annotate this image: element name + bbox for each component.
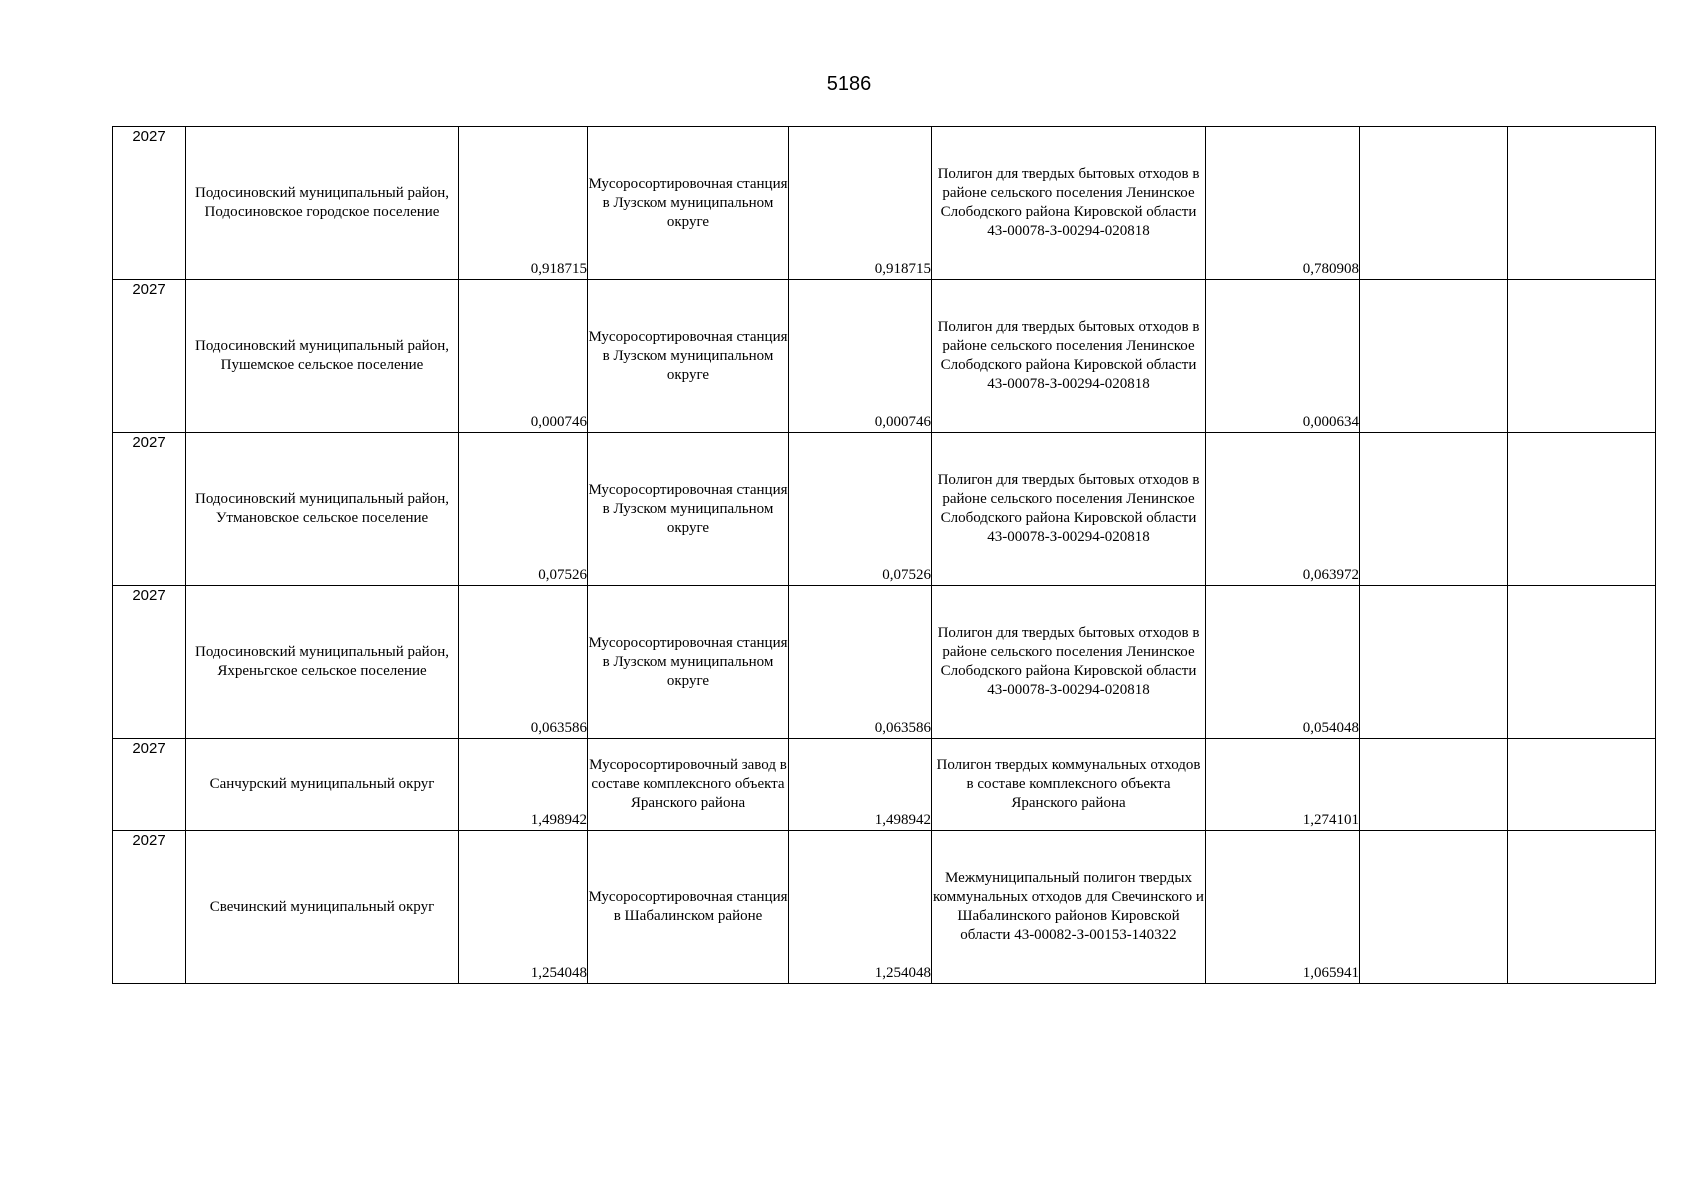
source-text: Свечинский муниципальный округ xyxy=(209,898,435,915)
mass-source-cell: 0,000746 xyxy=(459,280,588,433)
mass-disposal-cell: 0,000634 xyxy=(1206,280,1360,433)
empty-cell xyxy=(1360,739,1508,831)
table-row xyxy=(113,586,1656,739)
table-row xyxy=(113,831,1656,984)
table-row xyxy=(113,280,1656,433)
empty-cell xyxy=(1360,831,1508,984)
disposal-text: Полигон для твердых бытовых отходов в районе сельского поселения Ленинское Слободского района Кировской области 43-00078-З-00294-020818 xyxy=(937,625,1200,698)
waste-flow-table xyxy=(112,126,1656,984)
empty-cell xyxy=(1508,280,1656,433)
mass-source-cell: 0,063586 xyxy=(459,586,588,739)
source-cell xyxy=(186,739,459,831)
empty-cell xyxy=(1508,831,1656,984)
mass-processing-cell: 0,063586 xyxy=(789,586,932,739)
disposal-text: Межмуниципальный полигон твердых коммунальных отходов для Свечинского и Шабалинского районов Кировской области 43-00082-З-00153-140322 xyxy=(933,870,1204,943)
empty-cell xyxy=(1360,433,1508,586)
source-text: Подосиновский муниципальный район, Утмановское сельское поселение xyxy=(195,491,449,526)
year-cell: 2027 xyxy=(113,433,186,586)
table-row xyxy=(113,433,1656,586)
processing-cell xyxy=(588,586,789,739)
source-cell xyxy=(186,586,459,739)
processing-cell xyxy=(588,739,789,831)
source-cell xyxy=(186,280,459,433)
source-cell xyxy=(186,831,459,984)
mass-source-cell: 1,498942 xyxy=(459,739,588,831)
mass-processing-cell: 1,498942 xyxy=(789,739,932,831)
processing-text: Мусоросортировочная станция в Лузском муниципальном округе xyxy=(588,634,788,689)
disposal-cell xyxy=(932,739,1206,831)
year-cell: 2027 xyxy=(113,586,186,739)
processing-cell xyxy=(588,433,789,586)
table-row xyxy=(113,127,1656,280)
year-cell: 2027 xyxy=(113,831,186,984)
source-text: Подосиновский муниципальный район, Яхреньгское сельское поселение xyxy=(195,644,449,679)
empty-cell xyxy=(1508,433,1656,586)
disposal-cell xyxy=(932,433,1206,586)
year-cell: 2027 xyxy=(113,739,186,831)
mass-source-cell: 0,07526 xyxy=(459,433,588,586)
empty-cell xyxy=(1508,739,1656,831)
processing-text: Мусоросортировочный завод в составе комплексного объекта Яранского района xyxy=(589,757,787,811)
mass-disposal-cell: 0,054048 xyxy=(1206,586,1360,739)
mass-disposal-cell: 0,063972 xyxy=(1206,433,1360,586)
disposal-cell xyxy=(932,280,1206,433)
disposal-text: Полигон для твердых бытовых отходов в районе сельского поселения Ленинское Слободского района Кировской области 43-00078-З-00294-020818 xyxy=(937,319,1200,392)
mass-processing-cell: 0,000746 xyxy=(789,280,932,433)
empty-cell xyxy=(1360,280,1508,433)
mass-disposal-cell: 1,274101 xyxy=(1206,739,1360,831)
mass-processing-cell: 1,254048 xyxy=(789,831,932,984)
processing-cell xyxy=(588,831,789,984)
page-number: 5186 xyxy=(826,73,872,95)
year-cell: 2027 xyxy=(113,127,186,280)
source-text: Санчурский муниципальный округ xyxy=(209,776,435,792)
mass-processing-cell: 0,918715 xyxy=(789,127,932,280)
mass-processing-cell: 0,07526 xyxy=(789,433,932,586)
disposal-cell xyxy=(932,831,1206,984)
year-cell: 2027 xyxy=(113,280,186,433)
mass-disposal-cell: 1,065941 xyxy=(1206,831,1360,984)
processing-cell xyxy=(588,127,789,280)
empty-cell xyxy=(1360,127,1508,280)
mass-source-cell: 0,918715 xyxy=(459,127,588,280)
disposal-cell xyxy=(932,586,1206,739)
source-cell xyxy=(186,127,459,280)
source-cell xyxy=(186,433,459,586)
disposal-text: Полигон твердых коммунальных отходов в составе комплексного объекта Яранского района xyxy=(936,757,1201,811)
processing-cell xyxy=(588,280,789,433)
processing-text: Мусоросортировочная станция в Лузском муниципальном округе xyxy=(588,328,788,383)
source-text: Подосиновский муниципальный район, Подосиновское городское поселение xyxy=(195,185,449,220)
empty-cell xyxy=(1360,586,1508,739)
source-text: Подосиновский муниципальный район, Пушемское сельское поселение xyxy=(195,338,449,373)
disposal-cell xyxy=(932,127,1206,280)
table-row xyxy=(113,739,1656,831)
disposal-text: Полигон для твердых бытовых отходов в районе сельского поселения Ленинское Слободского района Кировской области 43-00078-З-00294-020818 xyxy=(937,472,1200,545)
processing-text: Мусоросортировочная станция в Лузском муниципальном округе xyxy=(588,175,788,230)
empty-cell xyxy=(1508,127,1656,280)
mass-disposal-cell: 0,780908 xyxy=(1206,127,1360,280)
processing-text: Мусоросортировочная станция в Лузском муниципальном округе xyxy=(588,481,788,536)
empty-cell xyxy=(1508,586,1656,739)
processing-text: Мусоросортировочная станция в Шабалинском районе xyxy=(588,889,788,924)
disposal-text: Полигон для твердых бытовых отходов в районе сельского поселения Ленинское Слободского района Кировской области 43-00078-З-00294-020818 xyxy=(937,166,1200,239)
mass-source-cell: 1,254048 xyxy=(459,831,588,984)
